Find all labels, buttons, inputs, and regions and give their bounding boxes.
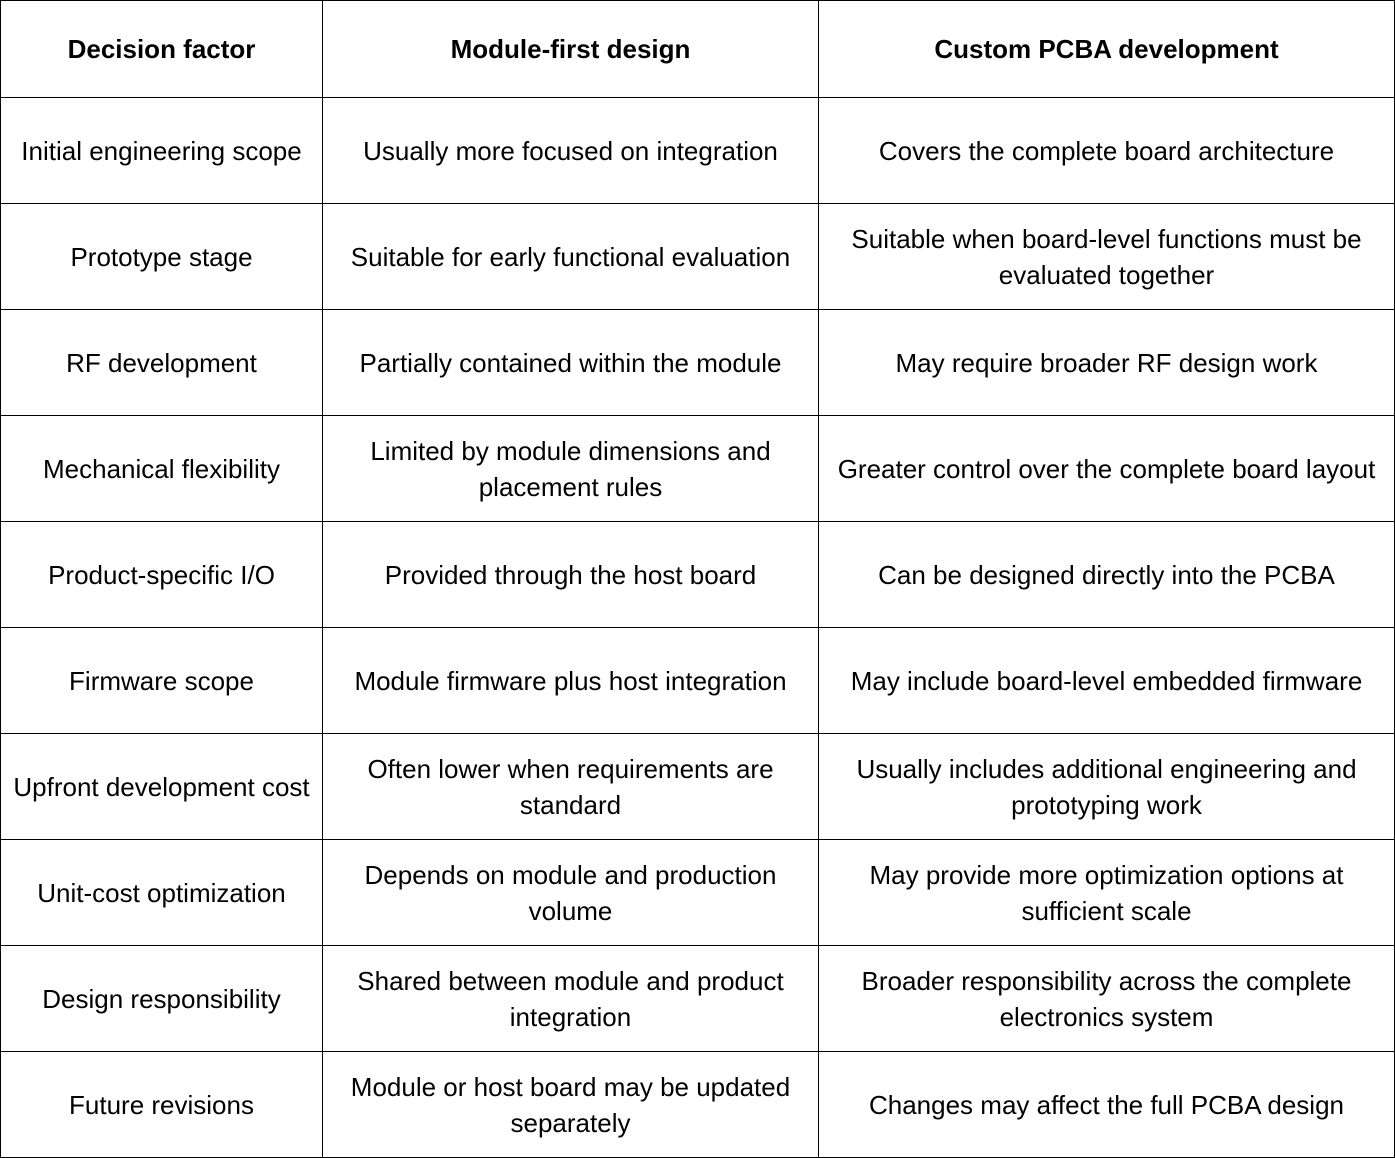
cell-module-first: Limited by module dimensions and placement rules <box>323 416 819 522</box>
cell-custom-pcba: Usually includes additional engineering and prototyping work <box>819 734 1395 840</box>
cell-module-first: Usually more focused on integration <box>323 98 819 204</box>
cell-custom-pcba: Changes may affect the full PCBA design <box>819 1052 1395 1158</box>
cell-module-first: Depends on module and production volume <box>323 840 819 946</box>
column-header-custom-pcba: Custom PCBA development <box>819 1 1395 98</box>
cell-custom-pcba: Greater control over the complete board layout <box>819 416 1395 522</box>
table-row <box>1 734 1395 840</box>
cell-decision-factor: Initial engineering scope <box>1 98 323 204</box>
table-row <box>1 310 1395 416</box>
cell-custom-pcba: Covers the complete board architecture <box>819 98 1395 204</box>
cell-decision-factor: Design responsibility <box>1 946 323 1052</box>
table-row <box>1 628 1395 734</box>
table-row <box>1 522 1395 628</box>
table-row <box>1 204 1395 310</box>
cell-module-first: Module firmware plus host integration <box>323 628 819 734</box>
cell-custom-pcba: May include board-level embedded firmware <box>819 628 1395 734</box>
cell-decision-factor: Future revisions <box>1 1052 323 1158</box>
table-row <box>1 416 1395 522</box>
cell-custom-pcba: May provide more optimization options at sufficient scale <box>819 840 1395 946</box>
cell-decision-factor: Prototype stage <box>1 204 323 310</box>
column-header-decision-factor: Decision factor <box>1 1 323 98</box>
cell-custom-pcba: Can be designed directly into the PCBA <box>819 522 1395 628</box>
cell-module-first: Often lower when requirements are standard <box>323 734 819 840</box>
column-header-module-first: Module-first design <box>323 1 819 98</box>
cell-decision-factor: Product-specific I/O <box>1 522 323 628</box>
cell-module-first: Partially contained within the module <box>323 310 819 416</box>
table-row <box>1 98 1395 204</box>
table-row <box>1 946 1395 1052</box>
table-header-row <box>1 1 1395 98</box>
table-row <box>1 840 1395 946</box>
cell-decision-factor: Unit-cost optimization <box>1 840 323 946</box>
cell-module-first: Provided through the host board <box>323 522 819 628</box>
cell-module-first: Shared between module and product integration <box>323 946 819 1052</box>
cell-module-first: Module or host board may be updated separately <box>323 1052 819 1158</box>
table-row <box>1 1052 1395 1158</box>
cell-custom-pcba: Suitable when board-level functions must be evaluated together <box>819 204 1395 310</box>
cell-custom-pcba: Broader responsibility across the complete electronics system <box>819 946 1395 1052</box>
cell-custom-pcba: May require broader RF design work <box>819 310 1395 416</box>
cell-decision-factor: Mechanical flexibility <box>1 416 323 522</box>
cell-module-first: Suitable for early functional evaluation <box>323 204 819 310</box>
cell-decision-factor: RF development <box>1 310 323 416</box>
cell-decision-factor: Upfront development cost <box>1 734 323 840</box>
cell-decision-factor: Firmware scope <box>1 628 323 734</box>
